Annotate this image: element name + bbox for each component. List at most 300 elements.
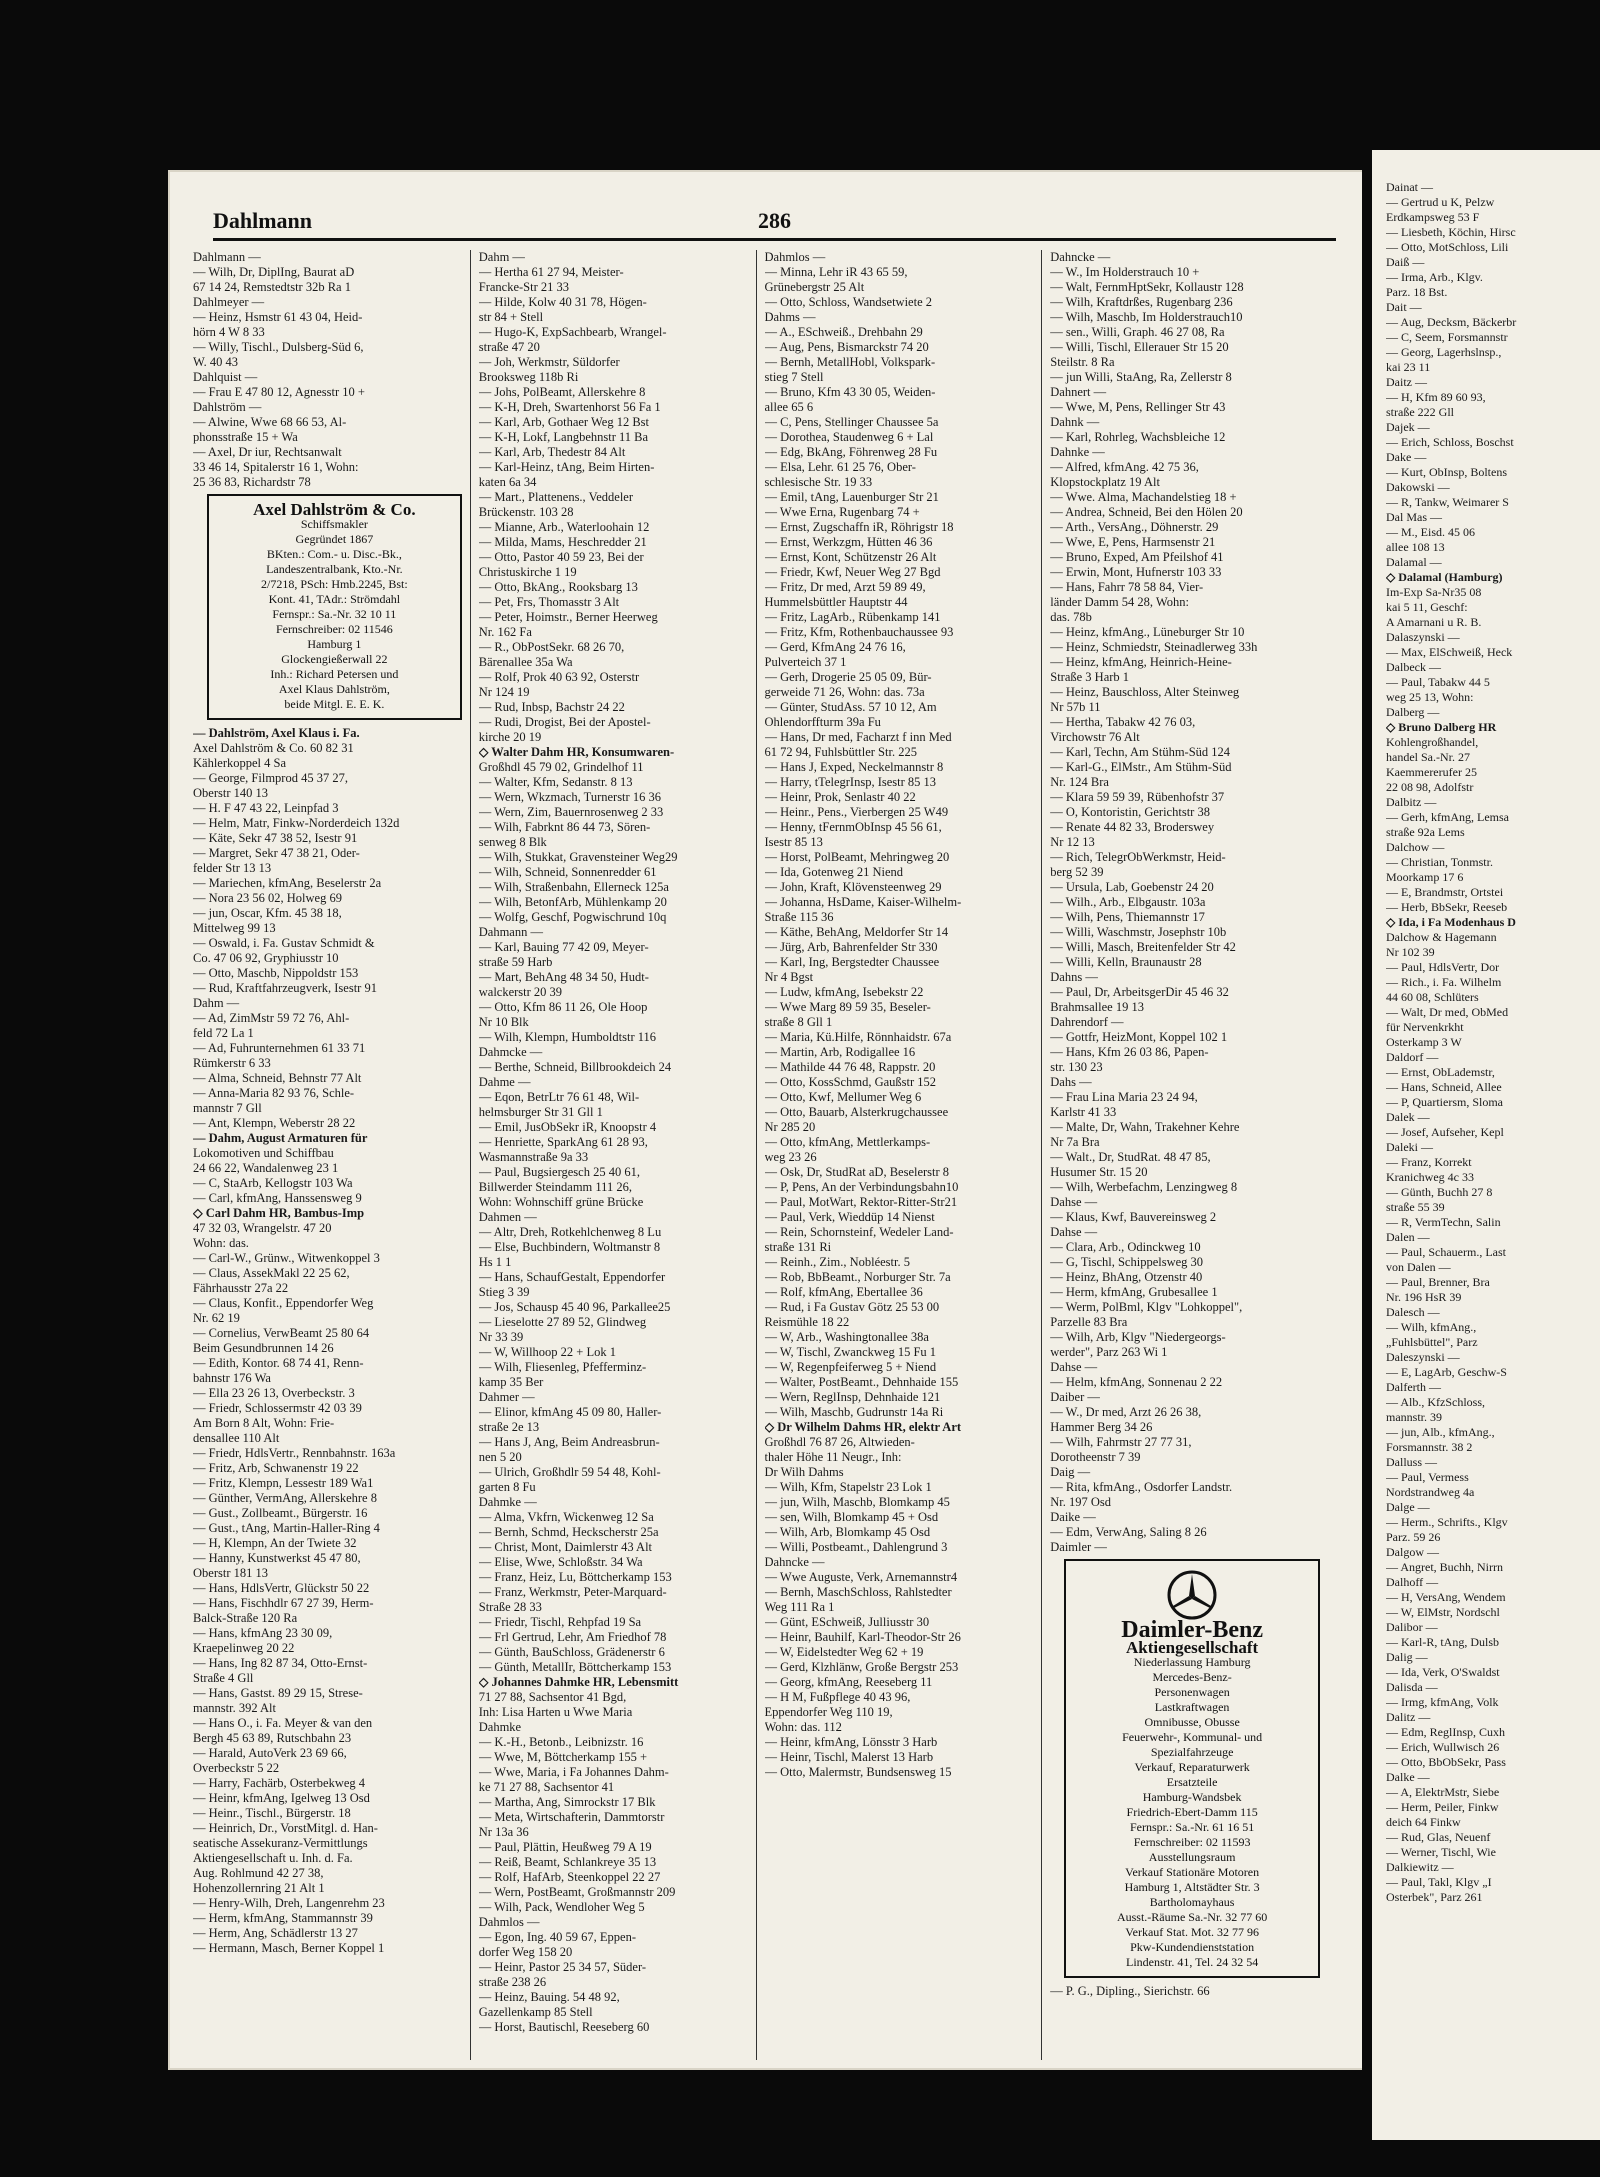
directory-entry: — Ernst, Zugschaffn iR, Röhrigstr 18 <box>764 520 954 534</box>
directory-entry: — Franz, Korrekt <box>1386 1155 1472 1169</box>
directory-entry: — Johanna, HsDame, Kaiser-Wilhelm- <box>764 895 962 909</box>
directory-entry: — Gust., Zollbeamt., Bürgerstr. 16 <box>193 1506 368 1520</box>
ad-line: Friedrich-Ebert-Damm 115 <box>1126 1805 1258 1819</box>
directory-entry: — P, Pens, An der Verbindungsbahn10 <box>764 1180 959 1194</box>
directory-entry: schlesische Str. 19 33 <box>764 475 873 489</box>
directory-entry: — Franz, Heiz, Lu, Böttcherkamp 153 <box>478 1570 672 1584</box>
directory-entry: — Cornelius, VerwBeamt 25 80 64 <box>193 1326 370 1340</box>
directory-entry: — Arth., VersAng., Döhnerstr. 29 <box>1050 520 1219 534</box>
directory-entry: — Heinz, BhAng, Otzenstr 40 <box>1050 1270 1203 1284</box>
directory-entry: — Pet, Frs, Thomasstr 3 Alt <box>478 595 620 609</box>
directory-entry: weg 25 13, Wohn: <box>1386 690 1474 704</box>
directory-entry: — Rita, kfmAng., Osdorfer Landstr. <box>1050 1480 1233 1494</box>
directory-entry: bahnstr 176 Wa <box>193 1371 271 1385</box>
directory-entry: Kaemmererufer 25 <box>1386 765 1477 779</box>
directory-entry: — Frl Gertrud, Lehr, Am Friedhof 78 <box>478 1630 667 1644</box>
directory-entry: — Dahm, August Armaturen für <box>193 1131 368 1145</box>
directory-entry: — Wolfg, Geschf, Pogwischrund 10q <box>478 910 667 924</box>
directory-entry: Dalesch — <box>1386 1305 1440 1319</box>
directory-entry: — Henry-Wilh, Dreh, Langenrehm 23 <box>193 1896 385 1910</box>
directory-entry: — John, Kraft, Klövensteenweg 29 <box>764 880 942 894</box>
directory-entry: — Kurt, ObInsp, Boltens <box>1386 465 1507 479</box>
directory-entry: Nr. 197 Osd <box>1050 1495 1112 1509</box>
directory-entry: Stieg 3 39 <box>478 1285 530 1299</box>
directory-entry: — Otto, Maschb, Nippoldstr 153 <box>193 966 359 980</box>
directory-entry: „Fuhlsbüttel", Parz <box>1386 1335 1478 1349</box>
directory-entry: Grünebergstr 25 Alt <box>764 280 865 294</box>
directory-entry: — Willi, Waschmstr, Josephstr 10b <box>1050 925 1227 939</box>
directory-entry: — Rolf, kfmAng, Ebertallee 36 <box>764 1285 923 1299</box>
directory-entry: — Alma, Schneid, Behnstr 77 Alt <box>193 1071 362 1085</box>
directory-entry: Wohn: Wohnschiff grüne Brücke <box>478 1195 644 1209</box>
directory-entry: — Rob, BbBeamt., Norburger Str. 7a <box>764 1270 951 1284</box>
directory-entry: — Johs, PolBeamt, Allerskehre 8 <box>478 385 646 399</box>
column-3 <box>765 250 1043 2060</box>
directory-entry: Gazellenkamp 85 Stell <box>478 2005 593 2019</box>
directory-entry: berg 52 39 <box>1050 865 1104 879</box>
directory-entry: — Rud, i Fa Gustav Götz 25 53 00 <box>764 1300 940 1314</box>
ad-line: Ersatzteile <box>1166 1775 1218 1789</box>
directory-entry: Daig — <box>1050 1465 1091 1479</box>
directory-entry: Eppendorfer Weg 110 19, <box>764 1705 893 1719</box>
directory-entry: Dalkiewitz — <box>1386 1860 1454 1874</box>
directory-entry: Dahncke — <box>1050 250 1111 264</box>
directory-entry: — W, Tischl, Zwanckweg 15 Fu 1 <box>764 1345 937 1359</box>
directory-entry: — Heinr, kfmAng, Igelweg 13 Osd <box>193 1791 370 1805</box>
directory-entry: — Günther, VermAng, Allerskehre 8 <box>193 1491 377 1505</box>
directory-entry: Dalferth — <box>1386 1380 1441 1394</box>
directory-entry: Beim Gesundbrunnen 14 26 <box>193 1341 334 1355</box>
directory-entry: Dakowski — <box>1386 480 1450 494</box>
ad-line: Schiffsmakler <box>300 517 368 531</box>
directory-entry: Straße 115 36 <box>764 910 834 924</box>
directory-entry: helmsburger Str 31 Gll 1 <box>478 1105 603 1119</box>
directory-entry: Kählerkoppel 4 Sa <box>193 756 287 770</box>
directory-entry: — Walt, Dr med, ObMed <box>1386 1005 1509 1019</box>
directory-entry: Im-Exp Sa-Nr35 08 <box>1386 585 1482 599</box>
directory-entry: — Bruno, Exped, Am Pfeilshof 41 <box>1050 550 1224 564</box>
directory-entry: — Wilh, Kfm, Stapelstr 23 Lok 1 <box>764 1480 932 1494</box>
directory-entry: ◇ Johannes Dahmke HR, Lebensmitt <box>478 1675 679 1689</box>
directory-entry: — Günter, StudAss. 57 10 12, Am <box>764 700 937 714</box>
directory-entry: — Mianne, Arb., Waterloohain 12 <box>478 520 650 534</box>
directory-entry: Nr. 162 Fa <box>478 625 532 639</box>
directory-entry: — Otto, BbObSekr, Pass <box>1386 1755 1506 1769</box>
directory-entry: — W, Willhoop 22 + Lok 1 <box>478 1345 616 1359</box>
directory-entry: 71 27 88, Sachsentor 41 Bgd, <box>478 1690 627 1704</box>
directory-entry: Dalhoff — <box>1386 1575 1439 1589</box>
directory-entry: — Hans J, Ang, Beim Andreasbrun- <box>478 1435 660 1449</box>
directory-entry: straße 59 Harb <box>478 955 553 969</box>
ad-line: Bartholomayhaus <box>1149 1895 1235 1909</box>
directory-entry: Nr 12 13 <box>1050 835 1095 849</box>
directory-entry: — Fritz, Dr med, Arzt 59 89 49, <box>764 580 926 594</box>
ad-line: BKten.: Com.- u. Disc.-Bk., <box>266 547 402 561</box>
directory-entry: — Herm, kfmAng, Grubesallee 1 <box>1050 1285 1218 1299</box>
directory-entry: Dal Mas — <box>1386 510 1442 524</box>
directory-entry: straße 222 Gll <box>1386 405 1454 419</box>
directory-entry: — Hans J, Exped, Neckelmannstr 8 <box>764 760 944 774</box>
directory-entry: senweg 8 Blk <box>478 835 547 849</box>
directory-entry: — Harry, Fachärb, Osterbekweg 4 <box>193 1776 366 1790</box>
directory-entry: — Käthe, BehAng, Meldorfer Str 14 <box>764 925 949 939</box>
directory-entry: — Bernh, Schmd, Heckscherstr 25a <box>478 1525 659 1539</box>
directory-entry: Nr 10 Blk <box>478 1015 529 1029</box>
page-title: Dahlmann <box>213 208 313 233</box>
directory-entry: — Werm, PolBml, Klgv "Lohkoppel", <box>1050 1300 1243 1314</box>
directory-entry: — Friedr, Tischl, Rehpfad 19 Sa <box>478 1615 642 1629</box>
directory-entry: Dalig — <box>1386 1650 1428 1664</box>
directory-entry: Daitz — <box>1386 375 1427 389</box>
directory-entry: — Horst, PolBeamt, Mehringweg 20 <box>764 850 950 864</box>
directory-entry: — Christian, Tonmstr. <box>1386 855 1493 869</box>
directory-entry: — Ella 23 26 13, Overbeckstr. 3 <box>193 1386 355 1400</box>
directory-entry: — Hans, Ing 82 87 34, Otto-Ernst- <box>193 1656 368 1670</box>
directory-entry: Dalge — <box>1386 1500 1430 1514</box>
advertisement-dahlstroem <box>207 494 462 720</box>
directory-entry: Bärenallee 35a Wa <box>478 655 573 669</box>
directory-entry: — Heinr, kfmAng, Lönsstr 3 Harb <box>764 1735 938 1749</box>
directory-entry: Dalgow — <box>1386 1545 1439 1559</box>
directory-entry: — Wwe Erna, Rugenbarg 74 + <box>764 505 920 519</box>
directory-entry: — Heinz, Bauschloss, Alter Steinweg <box>1050 685 1240 699</box>
directory-entry: Dahlström — <box>193 400 262 414</box>
directory-entry: Parz. 59 26 <box>1386 1530 1441 1544</box>
directory-entry: — Rudi, Drogist, Bei der Apostel- <box>478 715 651 729</box>
ad-line: Glockengießerwall 22 <box>281 652 388 666</box>
directory-entry: str 84 + Stell <box>478 310 544 324</box>
directory-entry: — Axel, Dr iur, Rechtsanwalt <box>193 445 342 459</box>
directory-entry: deich 64 Finkw <box>1386 1815 1461 1829</box>
directory-entry: 22 08 98, Adolfstr <box>1386 780 1474 794</box>
directory-entry: — Gust., tAng, Martin-Haller-Ring 4 <box>193 1521 380 1535</box>
directory-entry: Fährhausstr 27a 22 <box>193 1281 289 1295</box>
directory-entry: — Wern, Wkzmach, Turnerstr 16 36 <box>478 790 661 804</box>
directory-entry: — jun, Oscar, Kfm. 45 38 18, <box>193 906 342 920</box>
directory-entry: Bergh 45 63 89, Rutschbahn 23 <box>193 1731 352 1745</box>
directory-entry: allee 108 13 <box>1386 540 1445 554</box>
directory-entry: — Wwe Marg 89 59 35, Beseler- <box>764 1000 931 1014</box>
ad-line: beide Mitgl. E. E. K. <box>284 697 385 711</box>
directory-entry: — Ernst, ObLademstr, <box>1386 1065 1495 1079</box>
directory-entry: ◇ Dr Wilhelm Dahms HR, elektr Art <box>764 1420 962 1434</box>
directory-entry: Dalibor — <box>1386 1620 1438 1634</box>
directory-entry: — Franz, Werkmstr, Peter-Marquard- <box>478 1585 667 1599</box>
directory-entry: — Bernh, MaschSchloss, Rahlstedter <box>764 1585 952 1599</box>
directory-entry: — Heinr, Bauhilf, Karl-Theodor-Str 26 <box>764 1630 961 1644</box>
directory-entry: W. 40 43 <box>193 355 239 369</box>
directory-entry: 33 46 14, Spitalerstr 16 1, Wohn: <box>193 460 359 474</box>
directory-entry: Nr 13a 36 <box>478 1825 529 1839</box>
directory-entry: kamp 35 Ber <box>478 1375 544 1389</box>
directory-entry: — Willi, Masch, Breitenfelder Str 42 <box>1050 940 1236 954</box>
directory-entry: — Jos, Schausp 45 40 96, Parkallee25 <box>478 1300 671 1314</box>
directory-entry: Dr Wilh Dahms <box>764 1465 844 1479</box>
directory-entry: Dahse — <box>1050 1195 1098 1209</box>
directory-entry: — Meta, Wirtschafterin, Dammtorstr <box>478 1810 665 1824</box>
entry-list <box>193 726 466 1956</box>
directory-entry: — Paul, Schauerm., Last <box>1386 1245 1506 1259</box>
directory-entry: Daleszynski — <box>1386 1350 1460 1364</box>
directory-entry: Pulverteich 37 1 <box>764 655 847 669</box>
directory-entry: — Ida, Verk, O'Swaldst <box>1386 1665 1500 1679</box>
ad-line: Spezialfahrzeuge <box>1150 1745 1234 1759</box>
directory-entry: — Wern, PostBeamt, Großmannstr 209 <box>478 1885 676 1899</box>
next-page-fragment <box>1362 150 1600 2140</box>
directory-entry: — W., Dr med, Arzt 26 26 38, <box>1050 1405 1202 1419</box>
directory-entry: — Willi, Kelln, Braunaustr 28 <box>1050 955 1202 969</box>
directory-entry: — Heinz, kfmAng., Lüneburger Str 10 <box>1050 625 1245 639</box>
directory-entry: — Otto, MotSchloss, Lili <box>1386 240 1509 254</box>
directory-entry: — Angret, Buchh, Nirrn <box>1386 1560 1503 1574</box>
directory-entry: Hummelsbüttler Hauptstr 44 <box>764 595 908 609</box>
directory-entry: Mittelweg 99 13 <box>193 921 276 935</box>
ad-brand: Daimler-Benz <box>1121 1617 1263 1643</box>
directory-entry: — Hermann, Masch, Berner Koppel 1 <box>193 1941 385 1955</box>
directory-entry: — Paul, Brenner, Bra <box>1386 1275 1490 1289</box>
directory-entry: — A., ESchweiß., Drehbahn 29 <box>764 325 923 339</box>
directory-entry: — Emil, JusObSekr iR, Knoopstr 4 <box>478 1120 657 1134</box>
directory-entry: 44 60 08, Schlüters <box>1386 990 1479 1004</box>
directory-entry: — Heinr., Pens., Vierbergen 25 W49 <box>764 805 949 819</box>
directory-entry: straße 55 39 <box>1386 1200 1445 1214</box>
directory-entry: — C, Pens, Stellinger Chaussee 5a <box>764 415 939 429</box>
directory-entry: Husumer Str. 15 20 <box>1050 1165 1148 1179</box>
directory-entry: — H. F 47 43 22, Leinpfad 3 <box>193 801 339 815</box>
directory-entry: — Renate 44 82 33, Broderswey <box>1050 820 1215 834</box>
directory-entry: — Fritz, Arb, Schwanenstr 19 22 <box>193 1461 359 1475</box>
directory-entry: Dahmlos — <box>764 250 826 264</box>
directory-entry: — Wilh, Stukkat, Gravensteiner Weg29 <box>478 850 678 864</box>
directory-entry: Dalitz — <box>1386 1710 1431 1724</box>
directory-entry: — Willi, Postbeamt., Dahlengrund 3 <box>764 1540 948 1554</box>
directory-entry: — Wilh, Straßenbahn, Ellerneck 125a <box>478 880 669 894</box>
directory-entry: — Paul, Bugsiergesch 25 40 61, <box>478 1165 640 1179</box>
directory-entry: Dalen — <box>1386 1230 1430 1244</box>
entry-list <box>1050 1984 1324 1999</box>
directory-entry: — Hans, Schneid, Allee <box>1386 1080 1502 1094</box>
directory-entry: — Heinz, Hsmstr 61 43 04, Heid- <box>193 310 363 324</box>
directory-entry: 25 36 83, Richardstr 78 <box>193 475 311 489</box>
directory-entry: — Alma, Vkfrn, Wickenweg 12 Sa <box>478 1510 654 1524</box>
directory-entry: — Peter, Hoimstr., Berner Heerweg <box>478 610 658 624</box>
directory-entry: — Max, ElSchweiß, Heck <box>1386 645 1513 659</box>
directory-entry: — Käte, Sekr 47 38 52, Isestr 91 <box>193 831 358 845</box>
directory-entry: Osterbek", Parz 261 <box>1386 1890 1483 1904</box>
directory-entry: — Otto, kfmAng, Mettlerkamps- <box>764 1135 931 1149</box>
directory-entry: — Ernst, Kont, Schützenstr 26 Alt <box>764 550 937 564</box>
directory-entry: — E, LagArb, Geschw-S <box>1386 1365 1507 1379</box>
directory-entry: 47 32 03, Wrangelstr. 47 20 <box>193 1221 332 1235</box>
directory-entry: Dajek — <box>1386 420 1430 434</box>
directory-entry: — sen, Wilh, Blomkamp 45 + Osd <box>764 1510 939 1524</box>
directory-entry: — Karl, Arb, Thedestr 84 Alt <box>478 445 626 459</box>
directory-entry: Dahse — <box>1050 1225 1098 1239</box>
directory-entry: — Gerd, Klzhlänw, Große Bergstr 253 <box>764 1660 959 1674</box>
directory-entry: Christuskirche 1 19 <box>478 565 577 579</box>
directory-entry: Rümkerstr 6 33 <box>193 1056 271 1070</box>
ad-line: Pkw-Kundendienststation <box>1130 1940 1255 1954</box>
directory-entry: — Else, Buchbindern, Woltmanstr 8 <box>478 1240 661 1254</box>
directory-entry: feld 72 La 1 <box>193 1026 254 1040</box>
directory-entry: — Wwe. Alma, Machandelstieg 18 + <box>1050 490 1237 504</box>
directory-entry: — Wilh, kfmAng., <box>1386 1320 1477 1334</box>
directory-entry: — Willi, Tischl, Ellerauer Str 15 20 <box>1050 340 1229 354</box>
directory-entry: — Wern, ReglInsp, Dehnhaide 121 <box>764 1390 941 1404</box>
directory-entry: — Maria, Kü.Hilfe, Rönnhaidstr. 67a <box>764 1030 952 1044</box>
directory-entry: — Walt., Dr, StudRat. 48 47 85, <box>1050 1150 1211 1164</box>
directory-entry: Dahme — <box>478 1075 531 1089</box>
directory-entry: Axel Dahlström & Co. 60 82 31 <box>193 741 354 755</box>
directory-entry: — Helm, Matr, Finkw-Norderdeich 132d <box>193 816 400 830</box>
directory-entry: — Wwe, M, Böttcherkamp 155 + <box>478 1750 647 1764</box>
directory-entry: — Wilh, Arb, Klgv "Niedergeorgs- <box>1050 1330 1226 1344</box>
directory-entry: — Ad, ZimMstr 59 72 76, Ahl- <box>193 1011 350 1025</box>
directory-entry: — Herm, kfmAng, Stammannstr 39 <box>193 1911 373 1925</box>
directory-entry: Hs 1 1 <box>478 1255 512 1269</box>
directory-entry: — Herm, Ang, Schädlerstr 13 27 <box>193 1926 358 1940</box>
directory-entry: — Ludw, kfmAng, Isebekstr 22 <box>764 985 924 999</box>
directory-entry: — Wwe, E, Pens, Harmsenstr 21 <box>1050 535 1216 549</box>
directory-entry: — Martin, Arb, Rodigallee 16 <box>764 1045 916 1059</box>
directory-entry: — Claus, AssekMakl 22 25 62, <box>193 1266 350 1280</box>
directory-entry: Nr 102 39 <box>1386 945 1435 959</box>
directory-entry: — Aug, Pens, Bismarckstr 74 20 <box>764 340 929 354</box>
directory-entry: — Paul, HdlsVertr, Dor <box>1386 960 1500 974</box>
directory-entry: — Carl-W., Grünw., Witwenkoppel 3 <box>193 1251 380 1265</box>
ad-line: Fernspr.: Sa.-Nr. 32 10 11 <box>272 607 397 621</box>
directory-entry: — Friedr, HdlsVertr., Rennbahnstr. 163a <box>193 1446 396 1460</box>
directory-entry: — Erich, Wullwisch 26 <box>1386 1740 1500 1754</box>
directory-entry: — Ida, Gotenweg 21 Niend <box>764 865 904 879</box>
directory-entry: phonsstraße 15 + Wa <box>193 430 298 444</box>
ad-line: Verkauf, Reparaturwerk <box>1134 1760 1250 1774</box>
directory-entry: — Klaus, Kwf, Bauvereinsweg 2 <box>1050 1210 1217 1224</box>
ad-line: Ausstellungsraum <box>1148 1850 1236 1864</box>
directory-entry: Dahrendorf — <box>1050 1015 1124 1029</box>
ad-company-name: Axel Dahlström & Co. <box>253 500 416 519</box>
directory-entry: — Mathilde 44 76 48, Rappstr. 20 <box>764 1060 936 1074</box>
directory-entry: mannstr 7 Gll <box>193 1101 262 1115</box>
directory-entry: Nr. 124 Bra <box>1050 775 1109 789</box>
directory-entry: — Ulrich, Großhdlr 59 54 48, Kohl- <box>478 1465 661 1479</box>
directory-entry: — jun, Alb., kfmAng., <box>1386 1425 1495 1439</box>
directory-entry: — Minna, Lehr iR 43 65 59, <box>764 265 908 279</box>
directory-entry: allee 65 6 <box>764 400 814 414</box>
directory-entry: Ohlendorffturm 39a Fu <box>764 715 881 729</box>
directory-entry: — Karl, Bauing 77 42 09, Meyer- <box>478 940 649 954</box>
directory-entry: — Wwe, M, Pens, Rellinger Str 43 <box>1050 400 1226 414</box>
directory-entry: — Karl, Rohrleg, Wachsbleiche 12 <box>1050 430 1226 444</box>
entry-list <box>479 250 752 2035</box>
directory-entry: Großhdl 76 87 26, Altwieden- <box>764 1435 915 1449</box>
directory-entry: Balck-Straße 120 Ra <box>193 1611 298 1625</box>
directory-entry: — Mariechen, kfmAng, Beselerstr 2a <box>193 876 382 890</box>
directory-entry: — Rich, TelegrObWerkmstr, Heid- <box>1050 850 1226 864</box>
directory-entry: Dahnert — <box>1050 385 1107 399</box>
directory-entry: — Fritz, Klempn, Lessestr 189 Wa1 <box>193 1476 374 1490</box>
directory-entry: Wohn: das. 112 <box>764 1720 842 1734</box>
directory-entry: Dake — <box>1386 450 1427 464</box>
directory-entry: Nr. 196 HsR 39 <box>1386 1290 1462 1304</box>
directory-entry: — George, Filmprod 45 37 27, <box>193 771 348 785</box>
directory-entry: Aug. Rohlmund 42 27 38, <box>193 1866 324 1880</box>
directory-entry: — Bernh, MetallHobl, Volkspark- <box>764 355 936 369</box>
directory-entry: — A, ElektrMstr, Siebe <box>1386 1785 1500 1799</box>
directory-entry: — Hertha, Tabakw 42 76 03, <box>1050 715 1196 729</box>
directory-entry: Klopstockplatz 19 Alt <box>1050 475 1160 489</box>
directory-entry: — Walter, Kfm, Sedanstr. 8 13 <box>478 775 633 789</box>
directory-entry: — Hugo-K, ExpSachbearb, Wrangel- <box>478 325 667 339</box>
directory-entry: — Harald, AutoVerk 23 69 66, <box>193 1746 347 1760</box>
directory-entry: — Otto, Pastor 40 59 23, Bei der <box>478 550 644 564</box>
directory-entry: — Alb., KfzSchloss, <box>1386 1395 1485 1409</box>
directory-entry: — Werner, Tischl, Wie <box>1386 1845 1496 1859</box>
ad-line: Gegründet 1867 <box>295 532 374 546</box>
directory-entry: — Fritz, LagArb., Rübenkamp 141 <box>764 610 941 624</box>
directory-entry: — Irmg, kfmAng, Volk <box>1386 1695 1499 1709</box>
directory-entry: — Rolf, Prok 40 63 92, Osterstr <box>478 670 640 684</box>
directory-entry: Daiß — <box>1386 255 1425 269</box>
directory-entry: — Heinz, Bauing. 54 48 92, <box>478 1990 620 2004</box>
directory-entry: — Rud, Kraftfahrzeugverk, Isestr 91 <box>193 981 377 995</box>
directory-entry: — Gerh, Drogerie 25 05 09, Bür- <box>764 670 932 684</box>
directory-entry: Weg 111 Ra 1 <box>764 1600 835 1614</box>
directory-entry: — Ant, Klempn, Weberstr 28 22 <box>193 1116 356 1130</box>
directory-entry: — Oswald, i. Fa. Gustav Schmidt & <box>193 936 375 950</box>
directory-entry: ke 71 27 88, Sachsentor 41 <box>478 1780 615 1794</box>
ad-lines <box>213 517 456 712</box>
directory-entry: — Karl, Ing, Bergstedter Chaussee <box>764 955 940 969</box>
directory-entry: — R., ObPostSekr. 68 26 70, <box>478 640 625 654</box>
directory-entry: straße 2e 13 <box>478 1420 540 1434</box>
directory-entry: — W, Eidelstedter Weg 62 + 19 <box>764 1645 924 1659</box>
ad-line: Hamburg 1, Altstädter Str. 3 <box>1124 1880 1260 1894</box>
directory-entry: — Walt, FernmHptSekr, Kollaustr 128 <box>1050 280 1244 294</box>
directory-entry: — Lieselotte 27 89 52, Glindweg <box>478 1315 647 1329</box>
directory-entry: — Günt, ESchweiß, Julliusstr 30 <box>764 1615 930 1629</box>
directory-entry: Dahmlos — <box>478 1915 540 1929</box>
directory-entry: — Wwe, Maria, i Fa Johannes Dahm- <box>478 1765 669 1779</box>
directory-entry: thaler Höhe 11 Neugr., Inh: <box>764 1450 902 1464</box>
page-header <box>213 198 1336 241</box>
directory-entry: — Gertrud u K, Pelzw <box>1386 195 1495 209</box>
directory-entry: — Margret, Sekr 47 38 21, Oder- <box>193 846 360 860</box>
directory-entry: Virchowstr 76 Alt <box>1050 730 1140 744</box>
directory-entry: Dalisda — <box>1386 1680 1438 1694</box>
directory-entry: Daiber — <box>1050 1390 1100 1404</box>
directory-entry: — Wilh., Arb., Elbgaustr. 103a <box>1050 895 1206 909</box>
directory-entry: — Anna-Maria 82 93 76, Schle- <box>193 1086 355 1100</box>
directory-entry: ◇ Dalamal (Hamburg) <box>1386 570 1503 584</box>
directory-entry: — Liesbeth, Köchin, Hirsc <box>1386 225 1516 239</box>
directory-entry: — Hans, kfmAng 23 30 09, <box>193 1626 333 1640</box>
directory-entry: — M., Eisd. 45 06 <box>1386 525 1476 539</box>
ad-company-name: Aktiengesellschaft <box>1126 1638 1259 1657</box>
directory-entry: — Andrea, Schneid, Bei den Hölen 20 <box>1050 505 1243 519</box>
directory-entry: — O, Kontoristin, Gerichtstr 38 <box>1050 805 1210 819</box>
directory-entry: — Walter, PostBeamt., Dehnhaide 155 <box>764 1375 959 1389</box>
directory-entry: Oberstr 181 13 <box>193 1566 268 1580</box>
directory-entry: — Paul, Plättin, Heußweg 79 A 19 <box>478 1840 652 1854</box>
advertisement-daimler-benz <box>1064 1559 1320 1978</box>
directory-entry: — Hans, Fahrr 78 58 84, Vier- <box>1050 580 1204 594</box>
directory-entry: — Hans, HdlsVertr, Glückstr 50 22 <box>193 1581 370 1595</box>
directory-entry: handel Sa.-Nr. 27 <box>1386 750 1470 764</box>
directory-entry: — Rolf, HafArb, Steenkoppel 22 27 <box>478 1870 661 1884</box>
directory-entry: Parz. 18 Bst. <box>1386 285 1448 299</box>
directory-entry: Dahm — <box>193 996 240 1010</box>
